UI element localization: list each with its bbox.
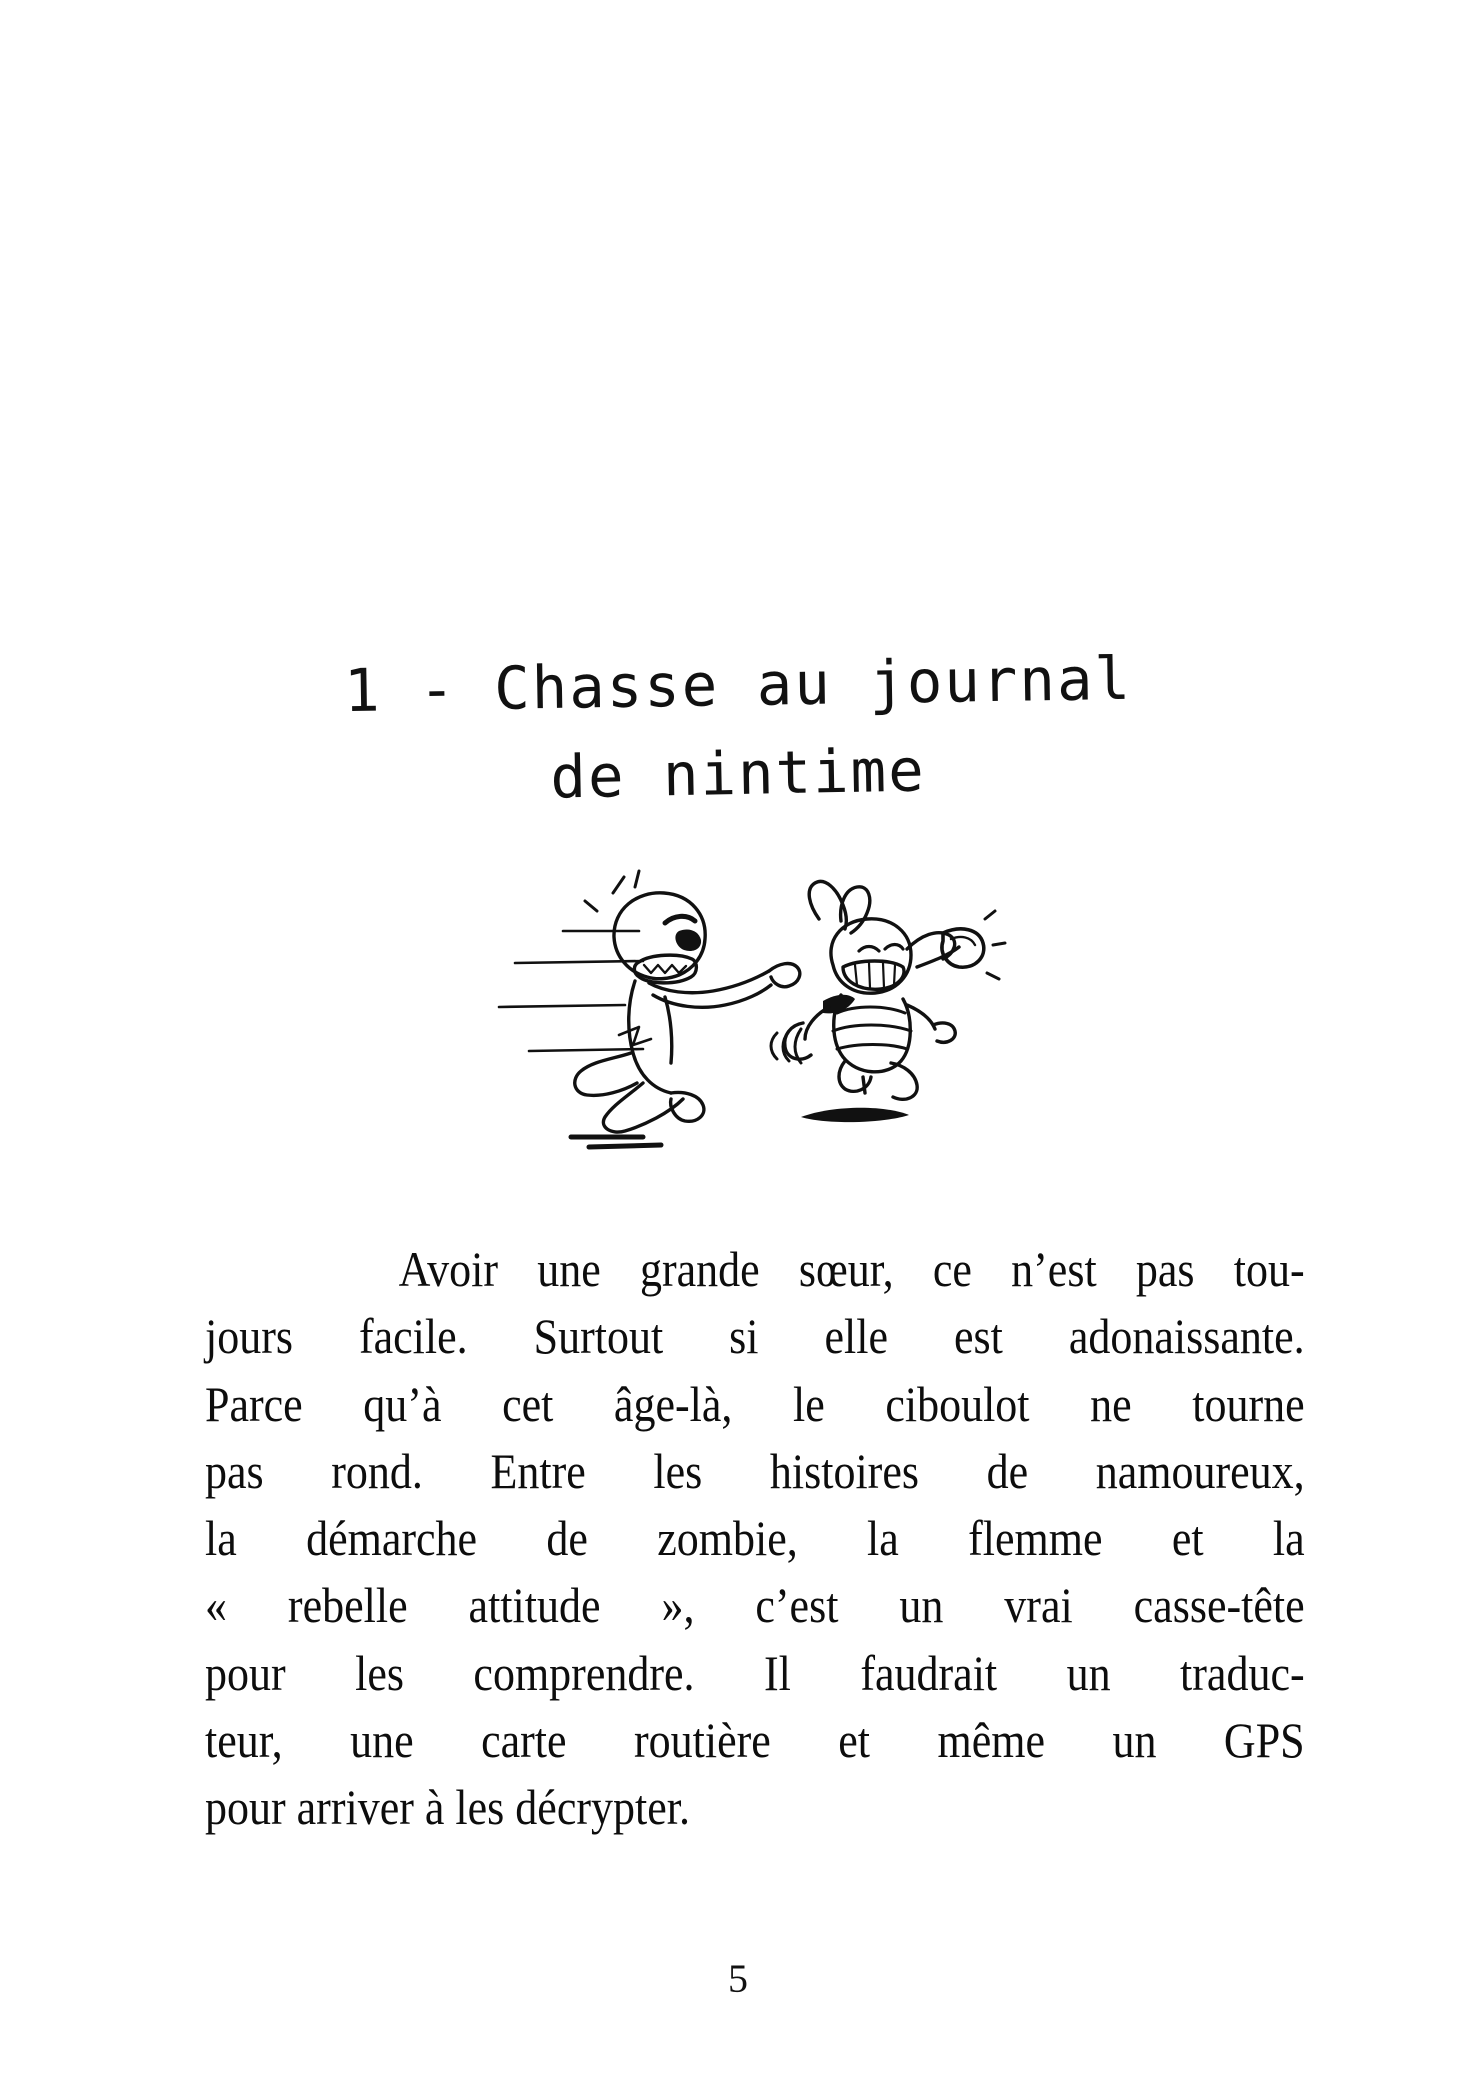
body-line: « rebelle attitude », c’est un vrai casse-tête (205, 1577, 1305, 1634)
chapter-title-line-2: de nintime (549, 735, 927, 812)
body-line: jours facile. Surtout si elle est adonaissante. (205, 1308, 1305, 1365)
chapter-title (0, 640, 1476, 819)
ground-dust-icon (571, 1137, 661, 1147)
body-line: Parce qu’à cet âge-là, le ciboulot ne tourne (205, 1375, 1305, 1432)
body-line: pas rond. Entre les histoires de namoureux, (205, 1442, 1305, 1499)
page-number: 5 (728, 1956, 748, 2001)
boy-torso-right (665, 997, 672, 1063)
boy-arm-lower (653, 985, 771, 1007)
boy-shirt-fold (619, 1027, 651, 1045)
body-line: pour les comprendre. Il faudrait un traduc- (205, 1644, 1305, 1701)
boy-eyebrow (665, 916, 695, 923)
chapter-title-line-1: 1 - Chasse au journal (343, 643, 1133, 725)
anger-marks-icon (585, 871, 639, 911)
body-line: la démarche de zombie, la flemme et la (205, 1510, 1305, 1566)
body-line: Avoir une grande sœur, ce n’est pas tou- (205, 1241, 1305, 1297)
body-line: teur, une carte routière et même un GPS (205, 1711, 1305, 1768)
boy-teeth (644, 965, 686, 973)
body-line: pour arriver à les décrypter. (205, 1779, 690, 1835)
boy-front-leg (575, 1053, 637, 1095)
body-paragraph (205, 1236, 1305, 1841)
motion-dashes-icon (985, 911, 1005, 979)
chapter-illustration (493, 855, 1013, 1155)
rabbit-character (771, 881, 1005, 1122)
boy-eye (675, 929, 701, 951)
boy-hand (769, 964, 800, 987)
